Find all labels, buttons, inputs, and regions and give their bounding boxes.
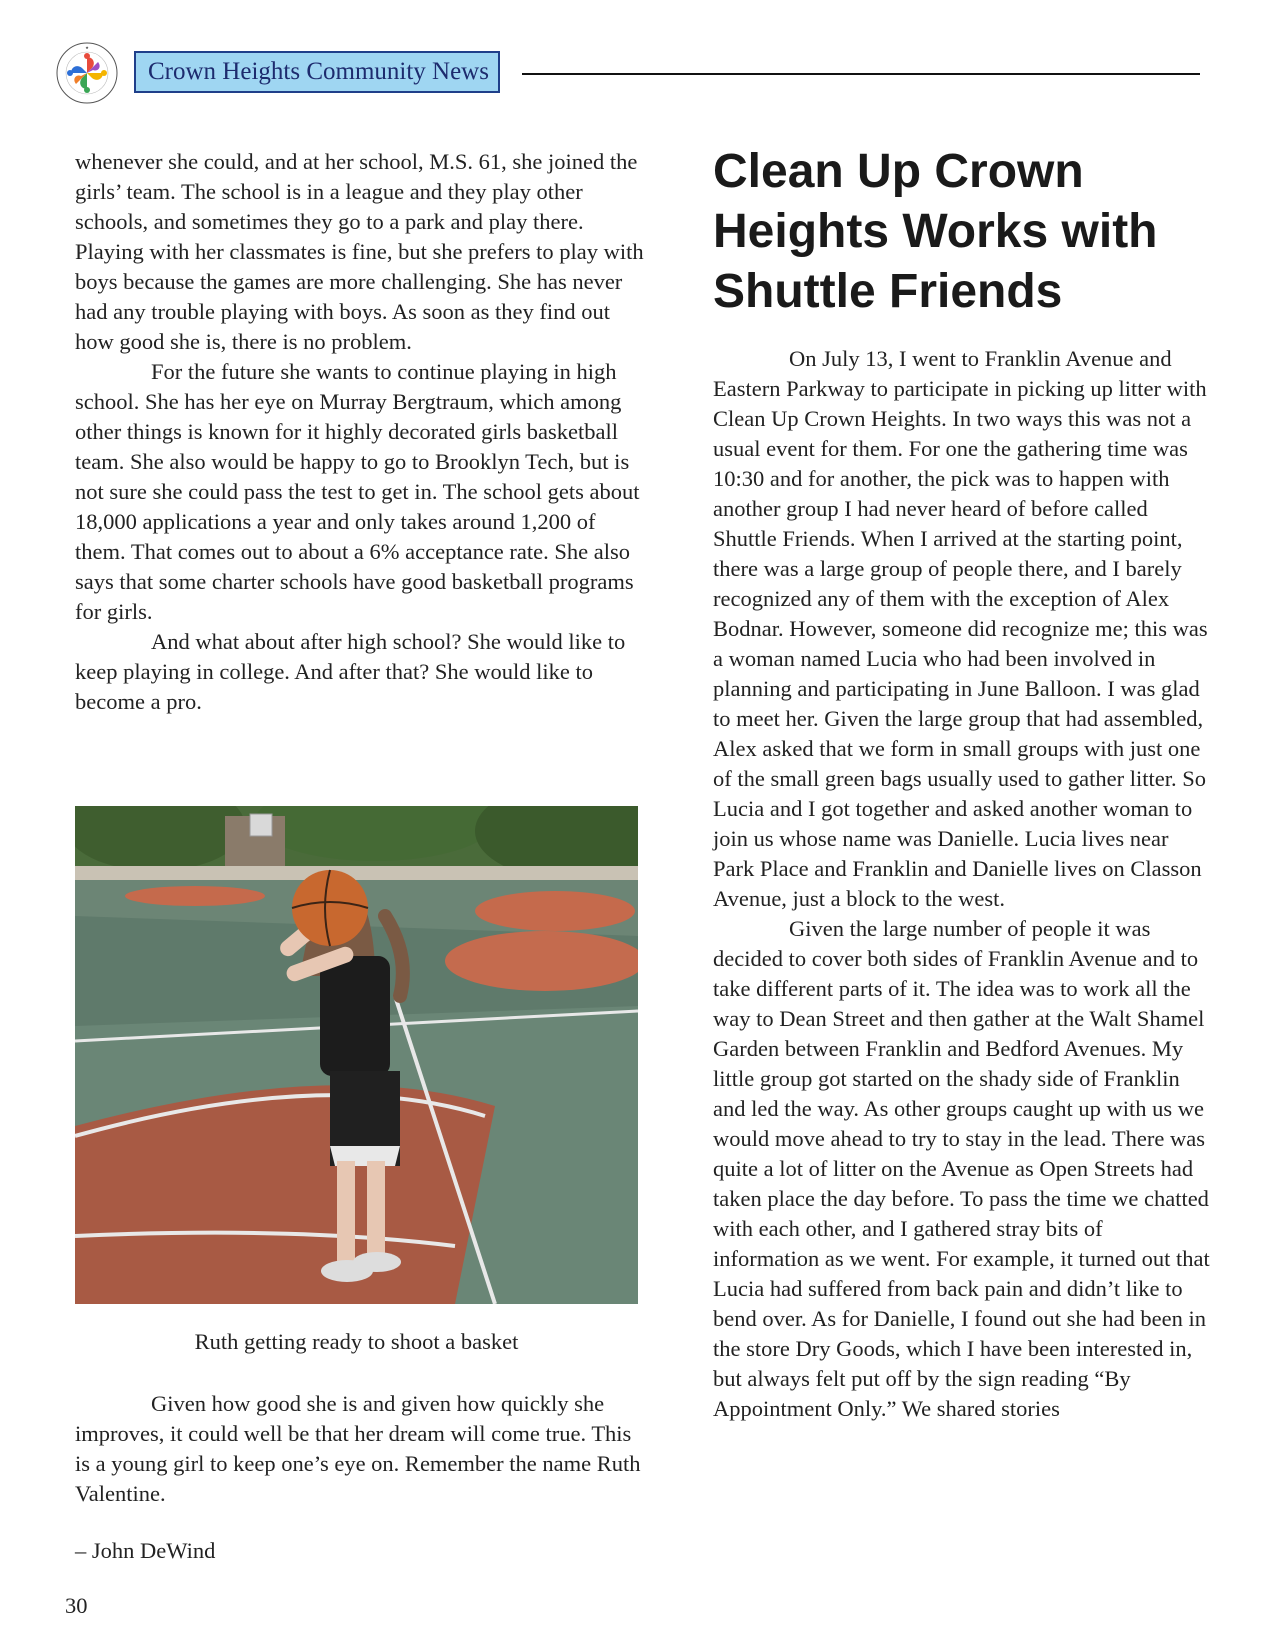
closing-section: [75, 1389, 647, 1509]
article-paragraph: On July 13, I went to Franklin Avenue and Eastern Parkway to participate in picking up litter with Clean Up Crown Heights. In two ways this was not a usual event for them. For one the gathering time was 10:30 and for another, the pick was to happen with another group I had never heard of before called Shuttle Friends. When I arrived at the starting point, there was a large group of people there, and I barely recognized any of them with the exception of Alex Bodnar. However, someone did recognize me; this was a woman named Lucia who had been involved in planning and participating in June Balloon. I was glad to meet her. Given the large group that had assembled, Alex asked that we form in small groups with just one of the small green bags usually used to gather litter. So Lucia and I got together and asked another woman to join us whose name was Danielle. Lucia lives near Park Place and Franklin and Danielle lives on Classon Avenue, just a block to the west.: [713, 346, 1208, 911]
photo-caption: Ruth getting ready to shoot a basket: [194, 1329, 519, 1354]
article-headline: Clean Up Crown Heights Works with Shuttle Friends: [713, 145, 1158, 318]
left-column: [75, 147, 647, 717]
article-paragraph: And what about after high school? She would like to keep playing in college. And after that? She would like to become a pro.: [75, 629, 626, 714]
page-number: 30: [65, 1593, 88, 1618]
basketball-photo: [75, 806, 638, 1304]
photo-illustration: [75, 806, 638, 1304]
article-paragraph: Given the large number of people it was decided to cover both sides of Franklin Avenue and to take different parts of it. The idea was to work all the way to Dean Street and then gather at the Walt Shamel Garden between Franklin and Bedford Avenues. My little group got started on the shady side of Franklin and led the way. As other groups caught up with us we would move ahead to try to stay in the lead. There was quite a lot of litter on the Avenue as Open Streets had taken place the day before. To pass the time we chatted with each other, and I gathered stray bits of information as we went. For example, it turned out that Lucia had suffered from back pain and didn’t like to bend over. As for Danielle, I found out she had been in the store Dry Goods, which I have been interested in, but always felt put off by the sign reading “By Appointment Only.” We shared stories: [713, 916, 1210, 1421]
header-divider: [522, 73, 1200, 75]
community-organization-logo: [56, 42, 118, 104]
right-column: [713, 344, 1213, 1424]
publication-title: Crown Heights Community News: [134, 51, 500, 93]
page-header: [0, 0, 1275, 120]
article-paragraph: For the future she wants to continue playing in high school. She has her eye on Murray Bergtraum, which among other things is known for it highly decorated girls basketball team. She also would be happy to go to Brooklyn Tech, but is not sure she could pass the test to get in. The school gets about 18,000 applications a year and only takes around 1,200 of them. That comes out to about a 6% acceptance rate. She also says that some charter schools have good basketball programs for girls.: [75, 359, 640, 624]
article-paragraph: Given how good she is and given how quickly she improves, it could well be that her dream will come true. This is a young girl to keep one’s eye on. Remember the name Ruth Valentine.: [75, 1391, 641, 1506]
byline: – John DeWind: [75, 1538, 216, 1563]
svg-text:★: ★: [85, 45, 89, 50]
article-paragraph: whenever she could, and at her school, M.S. 61, she joined the girls’ team. The school is in a league and they play other schools, and sometimes they go to a park and play there. Playing with her classmates is fine, but she prefers to play with boys because the games are more challenging. She has never had any trouble playing with boys. As soon as they find out how good she is, there is no problem.: [75, 149, 644, 354]
